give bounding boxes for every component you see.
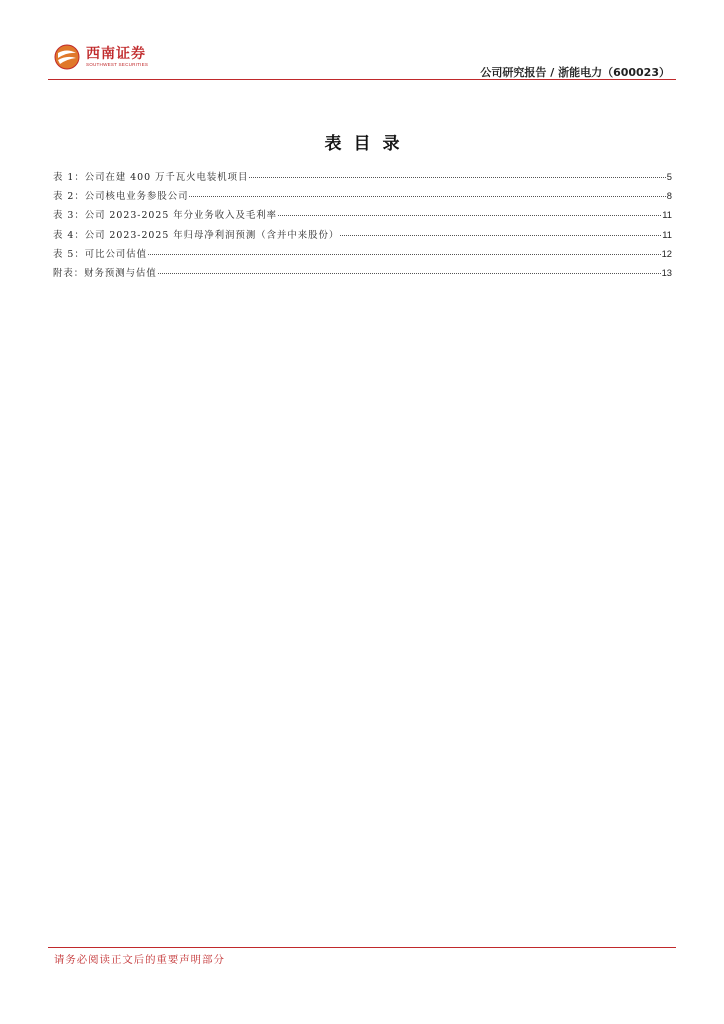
toc-item-label: 表 3：公司 2023-2025 年分业务收入及毛利率 <box>53 210 278 222</box>
toc-item-page: 13 <box>661 266 672 278</box>
toc-leader-dots <box>278 215 661 216</box>
footer-divider <box>48 947 676 948</box>
toc-item-label: 附表：财务预测与估值 <box>53 267 157 279</box>
toc-item-label: 表 4：公司 2023-2025 年归母净利润预测（含并中来股份） <box>53 229 340 241</box>
toc-item-page: 12 <box>661 247 672 259</box>
header-divider <box>48 79 676 80</box>
report-header-title: 公司研究报告 / 浙能电力（600023） <box>480 66 670 79</box>
logo-icon <box>54 44 80 70</box>
toc-item[interactable] <box>53 265 672 284</box>
toc-item[interactable] <box>53 207 672 226</box>
toc-item-page: 5 <box>666 171 672 182</box>
toc-leader-dots <box>249 177 665 178</box>
toc-item-page: 8 <box>666 190 672 202</box>
toc-leader-dots <box>189 196 665 197</box>
toc-item[interactable] <box>53 227 672 246</box>
toc-leader-dots <box>340 235 661 236</box>
toc-item-page: 11 <box>662 228 672 240</box>
footer-disclaimer: 请务必阅读正文后的重要声明部分 <box>54 954 225 966</box>
toc-item[interactable] <box>53 188 672 207</box>
toc-item-label: 表 1：公司在建 400 万千瓦火电装机项目 <box>53 172 249 183</box>
toc-item-label: 表 2：公司核电业务参股公司 <box>53 191 189 203</box>
toc-leader-dots <box>158 273 661 274</box>
toc-item-page: 11 <box>662 209 672 221</box>
toc-item[interactable] <box>53 169 672 188</box>
page-title: 表目录 <box>324 134 412 154</box>
toc-item-label: 表 5：可比公司估值 <box>53 248 147 260</box>
logo-chinese-name: 西南证券 <box>86 45 146 62</box>
table-of-contents <box>53 169 672 284</box>
company-logo <box>54 44 148 70</box>
logo-english-name: SOUTHWEST SECURITIES <box>86 61 149 67</box>
toc-item[interactable] <box>53 246 672 265</box>
toc-leader-dots <box>148 254 661 255</box>
